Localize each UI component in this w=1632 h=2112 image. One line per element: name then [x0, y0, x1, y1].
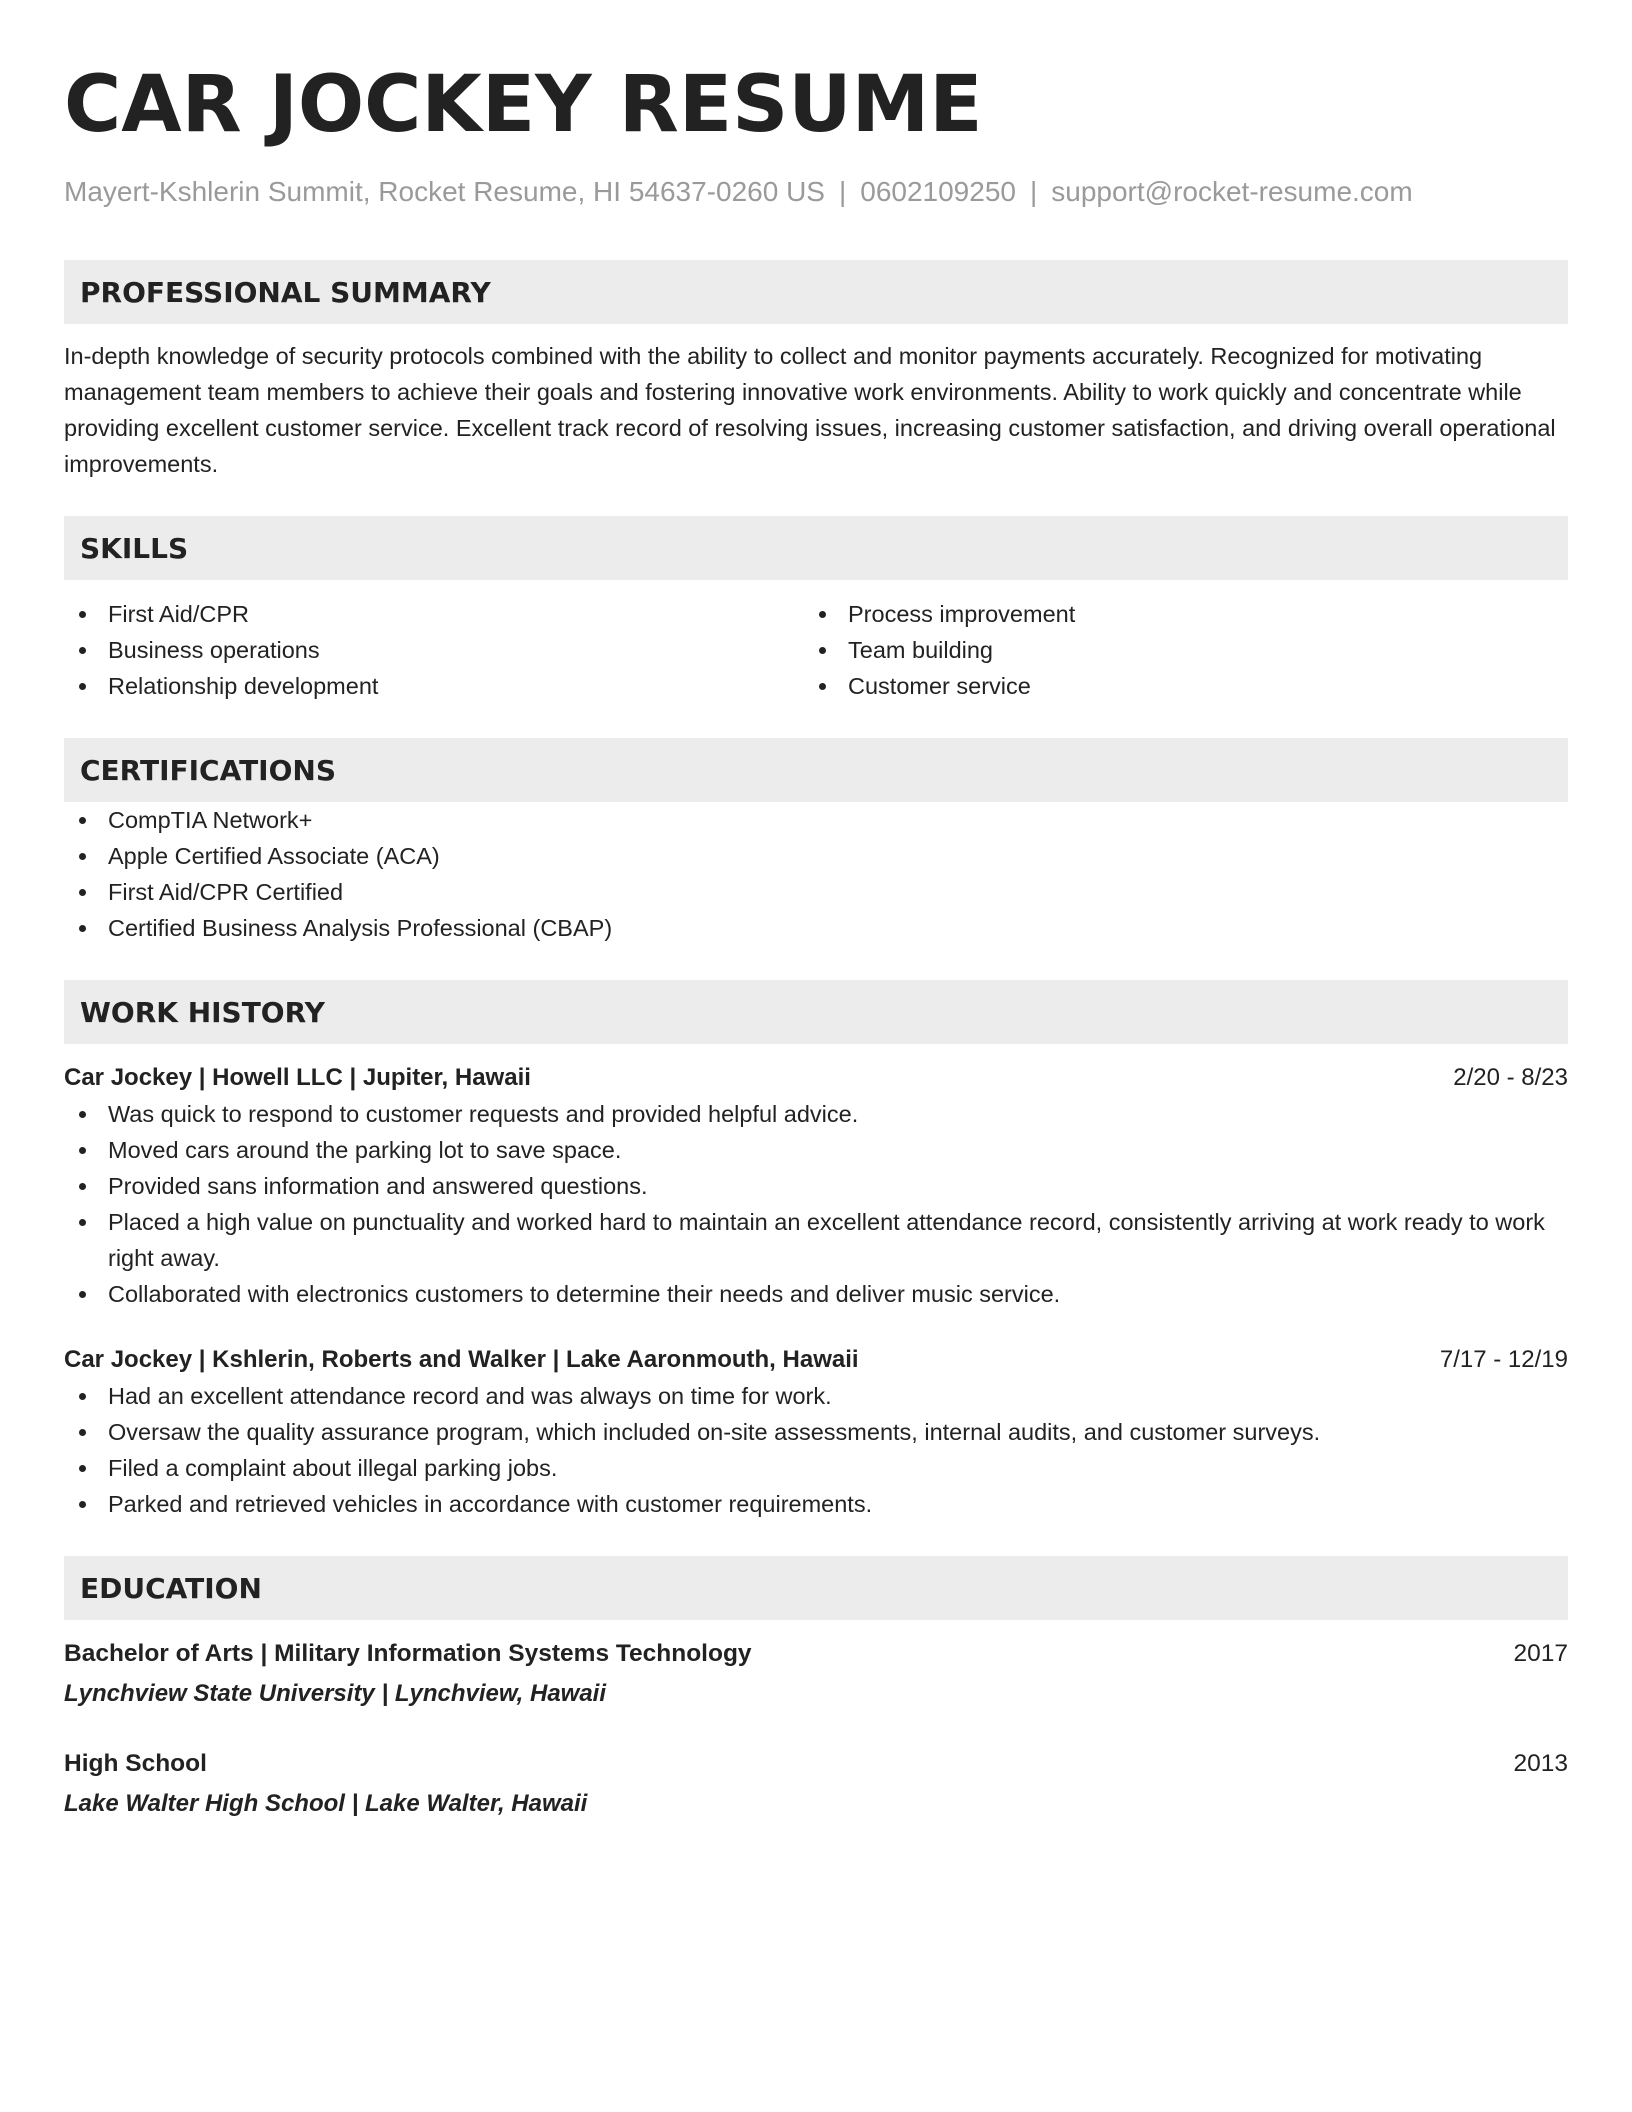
bullet-icon — [79, 647, 86, 654]
skill-label: Process improvement — [848, 601, 1076, 627]
duty-text: Parked and retrieved vehicles in accordance with customer requirements. — [108, 1491, 873, 1517]
list-item — [804, 668, 1544, 704]
education-entry — [64, 1636, 1568, 1712]
bullet-icon — [79, 925, 86, 932]
skill-label: Relationship development — [108, 673, 379, 699]
job-duties-list — [64, 1378, 1568, 1522]
skills-column-left — [64, 596, 804, 704]
section-header-certifications: CERTIFICATIONS — [64, 738, 1568, 802]
contact-address: Mayert-Kshlerin Summit, Rocket Resume, HI 54637-0260 US — [64, 176, 825, 207]
list-item — [64, 802, 1568, 838]
list-item — [64, 1096, 1568, 1132]
bullet-icon — [819, 611, 826, 618]
list-item — [64, 910, 1568, 946]
job-entry — [64, 1060, 1568, 1312]
skill-label: Business operations — [108, 637, 320, 663]
list-item — [64, 596, 804, 632]
skill-label: Customer service — [848, 673, 1031, 699]
skill-label: First Aid/CPR — [108, 601, 250, 627]
education-header — [64, 1746, 1568, 1782]
list-item — [64, 874, 1568, 910]
bullet-icon — [79, 1219, 86, 1226]
education-school: Lake Walter High School | Lake Walter, Hawaii — [64, 1790, 588, 1817]
contact-line — [64, 174, 1568, 210]
bullet-icon — [79, 1291, 86, 1298]
job-duties-list — [64, 1096, 1568, 1312]
skills-list — [64, 596, 1568, 704]
job-title: Car Jockey | Howell LLC | Jupiter, Hawaii — [64, 1064, 531, 1091]
summary-text: In-depth knowledge of security protocols combined with the ability to collect and monitor payments accurately. Recognized for motivating management team members to achieve their goals and fostering innovative work environments. Ability to work quickly and concentrate while providing excellent customer service. Excellent track record of resolving issues, increasing customer satisfaction, and driving overall operational improvements. — [64, 343, 1556, 477]
list-item — [64, 838, 1568, 874]
contact-separator: | — [838, 176, 847, 207]
education-school: Lynchview State University | Lynchview, Hawaii — [64, 1680, 607, 1707]
bullet-icon — [79, 1147, 86, 1154]
job-title: Car Jockey | Kshlerin, Roberts and Walker | Lake Aaronmouth, Hawaii — [64, 1346, 859, 1373]
list-item — [64, 1450, 1568, 1486]
duty-text: Oversaw the quality assurance program, which included on-site assessments, internal audits, and customer surveys. — [108, 1419, 1321, 1445]
bullet-icon — [79, 1465, 86, 1472]
duty-text: Filed a complaint about illegal parking jobs. — [108, 1455, 558, 1481]
contact-email: support@rocket-resume.com — [1051, 176, 1413, 207]
bullet-icon — [79, 817, 86, 824]
bullet-icon — [79, 1183, 86, 1190]
section-header-skills: SKILLS — [64, 516, 1568, 580]
education-degree: High School — [64, 1750, 207, 1777]
duty-text: Placed a high value on punctuality and worked hard to maintain an excellent attendance record, consistently arriving at work ready to work right away. — [108, 1209, 1545, 1271]
page-title: CAR JOCKEY RESUME — [64, 60, 983, 150]
education-header — [64, 1636, 1568, 1672]
contact-separator: | — [1029, 176, 1038, 207]
list-item — [64, 632, 804, 668]
duty-text: Provided sans information and answered questions. — [108, 1173, 648, 1199]
bullet-icon — [819, 683, 826, 690]
duty-text: Collaborated with electronics customers to determine their needs and deliver music service. — [108, 1281, 1061, 1307]
list-item — [64, 1132, 1568, 1168]
section-header-work-history: WORK HISTORY — [64, 980, 1568, 1044]
education-entry — [64, 1746, 1568, 1822]
job-dates: 7/17 - 12/19 — [1439, 1346, 1568, 1373]
duty-text: Had an excellent attendance record and was always on time for work. — [108, 1383, 832, 1409]
certification-label: Apple Certified Associate (ACA) — [108, 843, 440, 869]
duty-text: Was quick to respond to customer requests and provided helpful advice. — [108, 1101, 859, 1127]
job-header — [64, 1342, 1568, 1378]
list-item — [804, 596, 1544, 632]
list-item — [64, 1168, 1568, 1204]
bullet-icon — [79, 1393, 86, 1400]
bullet-icon — [79, 1501, 86, 1508]
bullet-icon — [79, 611, 86, 618]
list-item — [64, 1486, 1568, 1522]
duty-text: Moved cars around the parking lot to save space. — [108, 1137, 622, 1163]
contact-phone: 0602109250 — [860, 176, 1016, 207]
list-item — [804, 632, 1544, 668]
section-header-education: EDUCATION — [64, 1556, 1568, 1620]
education-degree: Bachelor of Arts | Military Information Systems Technology — [64, 1640, 752, 1667]
list-item — [64, 1378, 1568, 1414]
list-item — [64, 1414, 1568, 1450]
certification-label: CompTIA Network+ — [108, 807, 313, 833]
bullet-icon — [819, 647, 826, 654]
bullet-icon — [79, 1429, 86, 1436]
certifications-list — [64, 802, 1568, 946]
job-entry — [64, 1342, 1568, 1522]
job-header — [64, 1060, 1568, 1096]
bullet-icon — [79, 889, 86, 896]
skills-column-right — [804, 596, 1544, 704]
list-item — [64, 1276, 1568, 1312]
job-dates: 2/20 - 8/23 — [1453, 1064, 1568, 1091]
section-header-summary: PROFESSIONAL SUMMARY — [64, 260, 1568, 324]
education-year: 2013 — [1513, 1750, 1568, 1777]
certification-label: First Aid/CPR Certified — [108, 879, 344, 905]
list-item — [64, 668, 804, 704]
certification-label: Certified Business Analysis Professional (CBAP) — [108, 915, 613, 941]
skill-label: Team building — [848, 637, 994, 663]
bullet-icon — [79, 1111, 86, 1118]
list-item — [64, 1204, 1568, 1276]
bullet-icon — [79, 853, 86, 860]
bullet-icon — [79, 683, 86, 690]
education-year: 2017 — [1513, 1640, 1568, 1667]
